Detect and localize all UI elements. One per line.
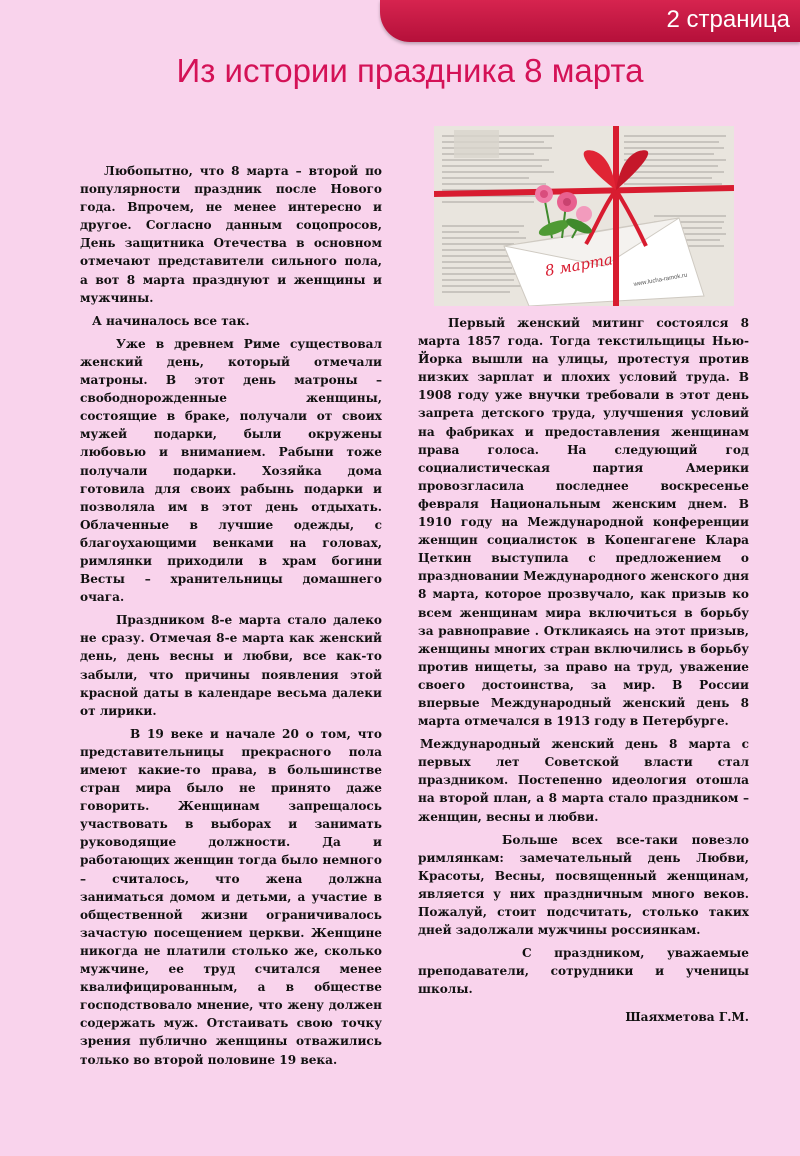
- paragraph: В 19 веке и начале 20 о том, что представительницы прекрасного пола имеют какие-то права, в большинстве стран мира было не принято даже говорить. Женщинам запрещалось участвовать в выборах и занимать руководящие должности. Да и работающих женщин тогда было немного – считалось, что жена должна заниматься домом и детьми, а участие в общественной жизни ограничивалось зачастую посещением церкви. Женщине никогда не платили столько же, сколько мужчине, ее труд считался менее квалифицированным, а в обществе господствовало мнение, что жену должен содержать муж. Отстаивать свою точку зрения публично женщины отважились только во второй половине 19 века.: [80, 726, 382, 1067]
- paragraph: Международный женский день 8 марта с первых лет Советской власти стал праздником. Постепенно идеология отошла на второй план, а 8 марта стало праздником – женщин, весны и любви.: [418, 737, 749, 824]
- paragraph: Первый женский митинг состоялся 8 марта 1857 года. Тогда текстильщицы Нью-Йорка вышли на улицы, протестуя против низких зарплат и плохих условий труда. В 1908 году уже внучки требовали в этот день запрета детского труда, улучшения условий на фабриках и предоставления женщинам права голоса. На следующий год социалистическая партия Америки провозгласила последнее воскресенье февраля Национальным женским днем. В 1910 году на Международной конференции женщин социалисток в Копенгагене Клара Цеткин выступила с предложением о праздновании Международного женского дня 8 марта, которое прозвучало, как призыв ко всем женщинам мира включиться в борьбу за равноправие . Откликаясь на этот призыв, женщины многих стран включились в борьбу против нищеты, за право на труд, уважение своего достоинства, за мир. В России впервые Международный женский день 8 марта отмечался в 1913 году в Петербурге.: [418, 316, 749, 729]
- march-8-illustration: [434, 126, 734, 306]
- page-number-label: 2 страница: [666, 6, 790, 33]
- paragraph: Уже в древнем Риме существовал женский день, который отмечали матроны. В этот день матроны – свободнорожденные женщины, состоящие в браке, получали от своих мужей подарки, были окружены любовью и вниманием. Рабыни тоже получали подарки. Хозяйка дома готовила для своих рабынь подарки и позволяла им в этот день отдыхать. Облаченные в лучшие одежды, с благоухающими венками на головах, римлянки приходили в храм богини Весты – хранительницы домашнего очага.: [80, 336, 382, 605]
- paragraph: Больше всех все-таки повезло римлянкам: замечательный день Любви, Красоты, Весны, посвященный женщинам, является у них праздничным много веков. Пожалуй, стоит подсчитать, столько таких дней задолжали мужчины россиянкам.: [418, 832, 749, 938]
- paragraph: С праздником, уважаемые преподаватели, сотрудники и ученицы школы.: [418, 946, 749, 997]
- right-column: [418, 314, 749, 1027]
- page-number-tab: [380, 0, 800, 42]
- paragraph: А начиналось все так.: [92, 313, 250, 328]
- page-title: Из истории праздника 8 марта: [176, 52, 644, 89]
- paragraph: Праздником 8-е марта стало далеко не сразу. Отмечая 8-е марта как женский день, день весны и любви, все как-то забыли, что причины появления этой красной даты в календаре весьма далеки от лирики.: [80, 613, 382, 718]
- card-caption: 8 марта: [543, 250, 615, 280]
- signature: Шаяхметова Г.М.: [625, 1010, 749, 1025]
- paragraph: Любопытно, что 8 марта – второй по популярности праздник после Нового года. Впрочем, не менее интересно и другое. Согласно данным соцопросов, День защитника Отечества в основном отмечают представители сильного пола, а вот 8 марта празднуют и женщины и мужчины.: [80, 164, 382, 305]
- card-site-text: www.lucha-ramok.ru: [633, 272, 688, 288]
- left-column: [80, 162, 382, 1069]
